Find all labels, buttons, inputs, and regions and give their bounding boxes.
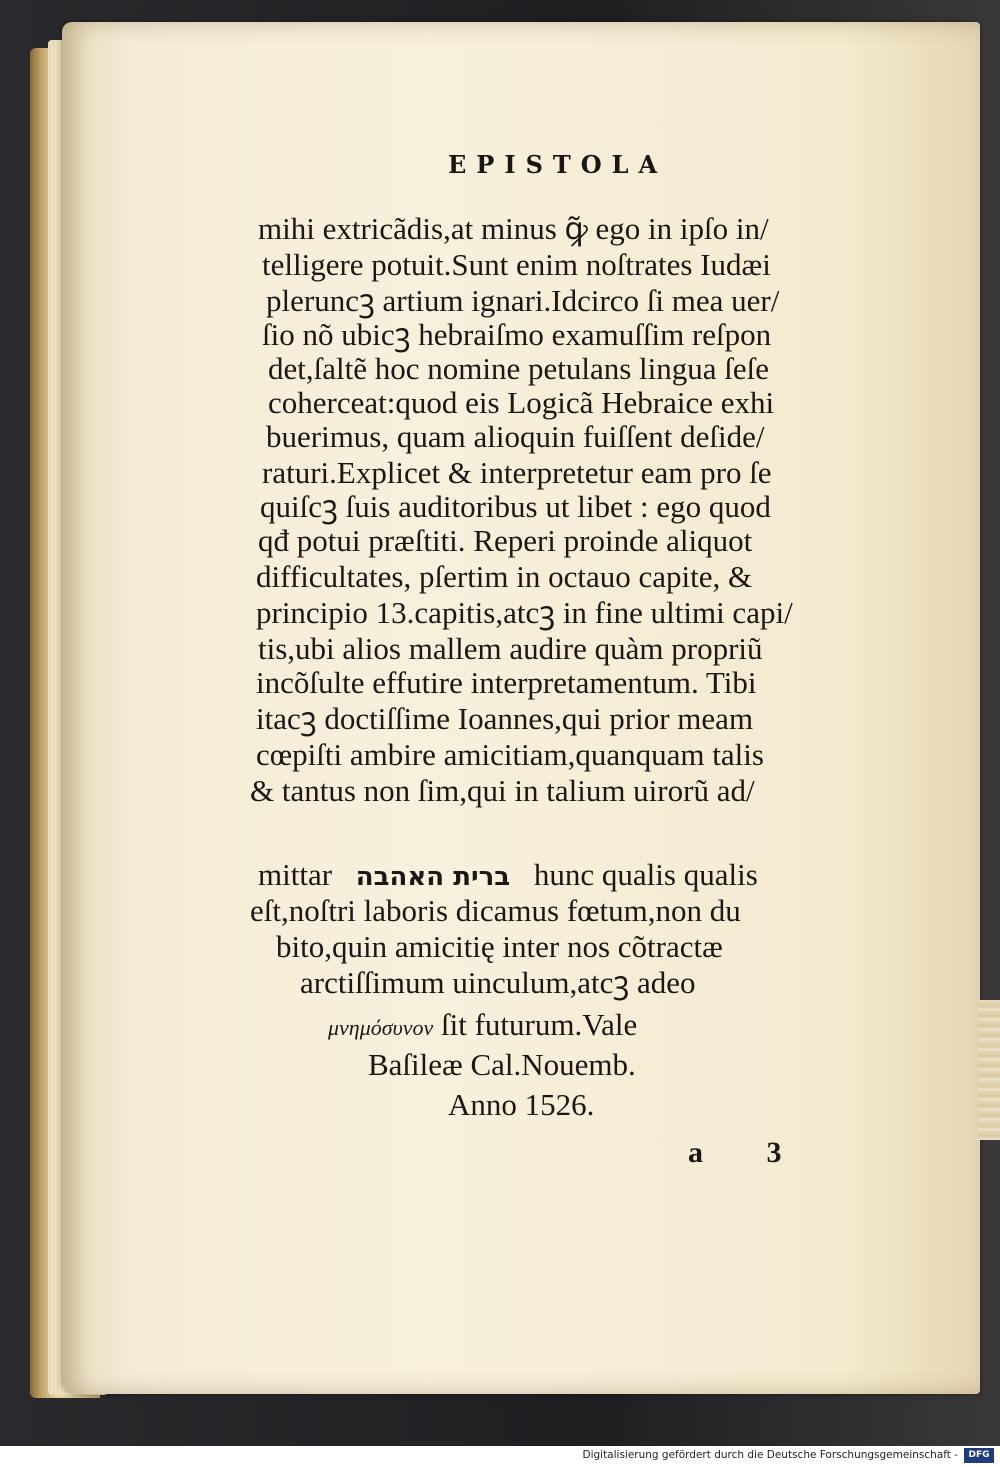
text-line-16: cœpiſti ambire amicitiam,quanquam talis [256,737,764,772]
hebrew-line [258,858,758,894]
text-line-12: principio 13.capitis,atcꝫ in fine ultimi capi/ [256,595,793,630]
text-line-20: arctiſſimum uinculum,atcꝫ adeo [300,965,696,1000]
text-line-5: det,ſaltẽ hoc nomine petulans lingua ſeſe [268,351,770,386]
text-line-hunc: hunc qualis qualis [533,857,758,892]
signature-mark: a 3 [688,1136,810,1169]
closing-line-3: Anno 1526. [448,1087,595,1122]
closing-text: ſit futurum.Vale [441,1007,638,1042]
text-line-19: bito,quin amicitię inter nos cõtractæ [276,929,723,964]
text-line-17: & tantus non ſim,qui in talium uirorũ ad/ [250,773,755,808]
text-line-18: eſt,noſtri laboris dicamus fœtum,non du [250,893,741,928]
closing-line-1 [328,1008,637,1045]
running-header: EPISTOLA [448,150,668,179]
text-line-8: raturi.Explicet & interpretetur eam pro ſe [262,455,772,490]
footer-bar [0,1446,1000,1466]
dfg-logo: DFG [964,1448,994,1463]
text-line-6: coherceat:quod eis Logicã Hebraice exhi [268,385,775,420]
text-line-15: itacꝫ doctiſſime Ioannes,qui prior meam [256,701,754,736]
page-fray [978,1000,1000,1140]
text-line-9: quiſcꝫ ſuis auditoribus ut libet : ego quod [260,489,771,524]
hebrew-phrase: ברית האהבה [355,862,511,892]
text-line-11: difficultates, pſertim in octauo capite, & [256,559,753,594]
text-line-2: telligere potuit.Sunt enim noſtrates Iudæi [262,247,771,282]
text-line-1: mihi extricãdis,at minus ꝙ̃ ego in ipſo in/ [258,211,769,246]
footer-credit: Digitalisierung gefördert durch die Deutsche Forschungsgemeinschaft - [582,1449,958,1461]
text-line-mittar: mittar [258,857,333,892]
text-line-3: pleruncꝫ artium ignari.Idcirco ſi mea uer/ [266,283,780,318]
text-line-4: ſio nõ ubicꝫ hebraiſmo examuſſim reſpon [262,317,772,352]
closing-line-2: Baſileæ Cal.Nouemb. [368,1047,636,1082]
greek-word: μνημόσυνον [328,1015,434,1040]
text-line-10: qđ potui præſtiti. Reperi proinde aliquot [258,523,753,558]
text-line-7: buerimus, quam alioquin fuiſſent deſide/ [266,419,765,454]
text-line-14: incõſulte effutire interpretamentum. Tibi [256,665,757,700]
text-line-13: tis,ubi alios mallem audire quàm propriũ [258,631,763,666]
